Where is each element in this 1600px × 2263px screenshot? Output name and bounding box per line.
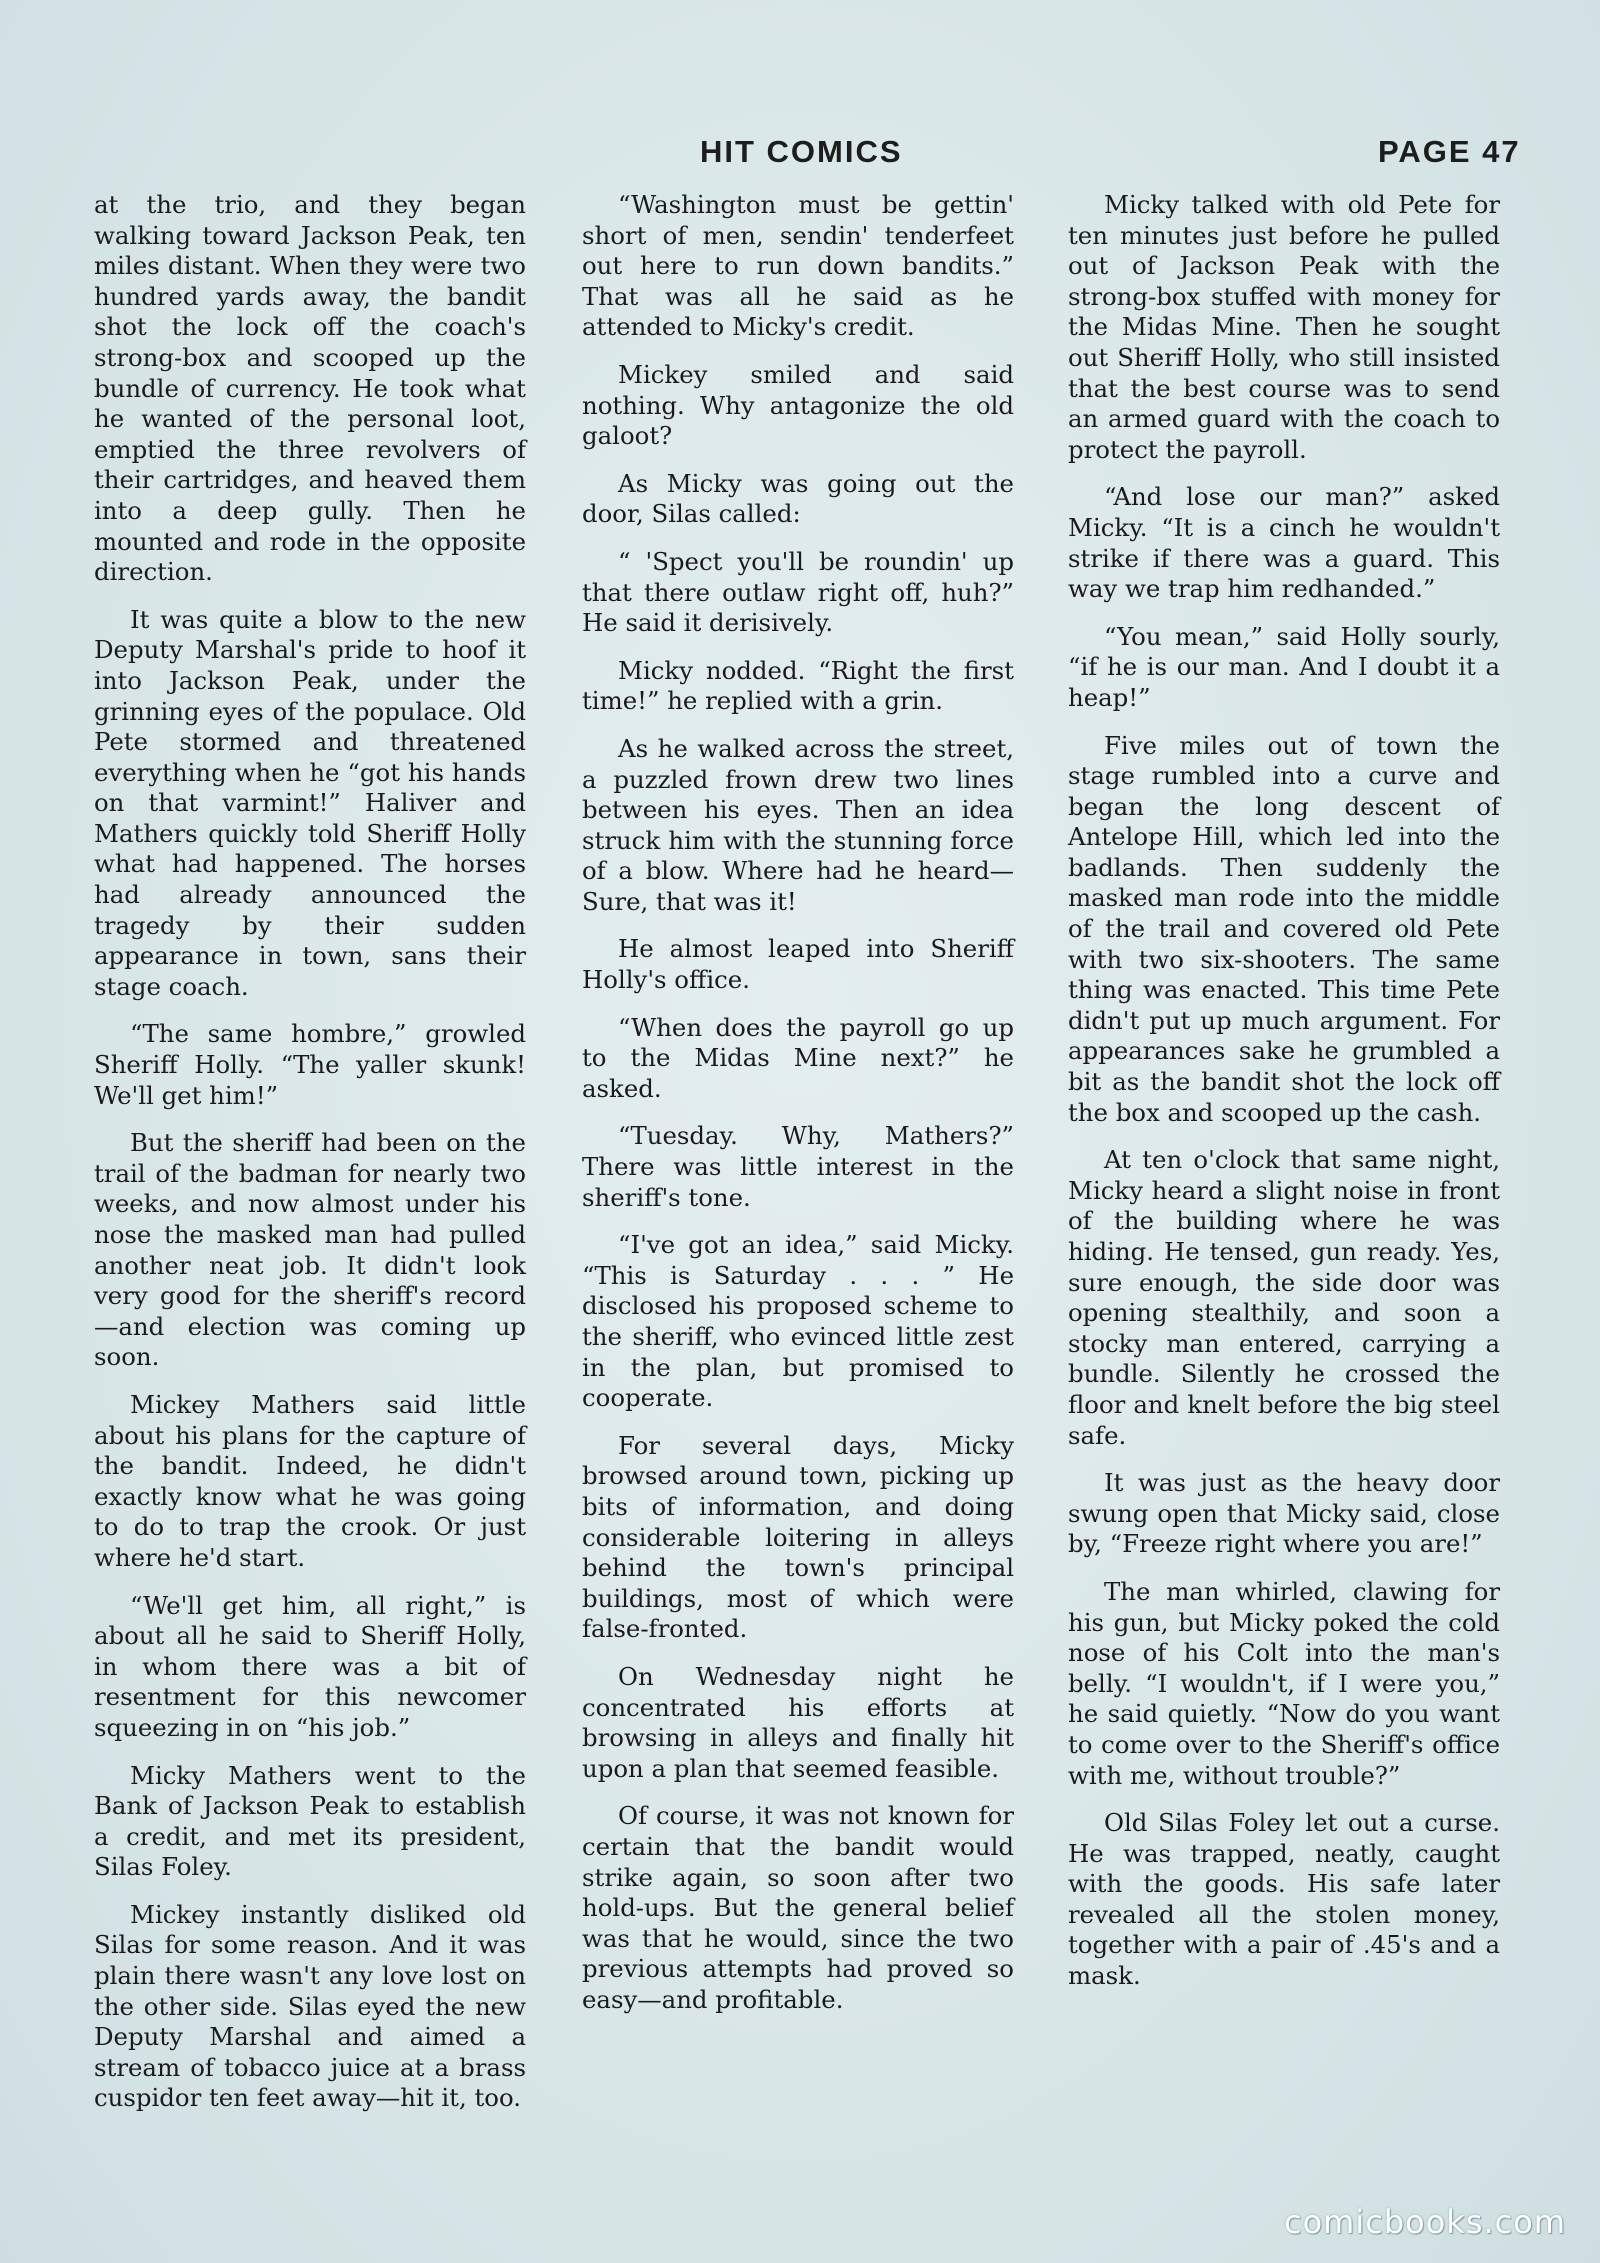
paragraph: “Tuesday. Why, Mathers?” There was little interest in the sheriff's tone. [582,1121,1014,1212]
paragraph: “I've got an idea,” said Micky. “This is Saturday . . . ” He disclosed his proposed scheme to the sheriff, who evinced little zest in the plan, but promised to cooperate. [582,1230,1014,1413]
text-column-3 [1068,190,1500,2009]
magazine-title: HIT COMICS [700,134,903,169]
paragraph: Of course, it was not known for certain that the bandit would strike again, so soon after two hold-ups. But the general belief was that he would, since the two previous attempts had proved so easy—and profitable. [582,1801,1014,2014]
page-number: PAGE 47 [1378,134,1521,169]
paragraph: But the sheriff had been on the trail of the badman for nearly two weeks, and now almost under his nose the masked man had pulled another neat job. It didn't look very good for the sheriff's record—and election was coming up soon. [94,1128,526,1372]
paragraph: at the trio, and they began walking toward Jackson Peak, ten miles distant. When they were two hundred yards away, the bandit shot the lock off the coach's strong-box and scooped up the bundle of currency. He took what he wanted of the personal loot, emptied the three revolvers of their cartridges, and heaved them into a deep gully. Then he mounted and rode in the opposite direction. [94,190,526,587]
paragraph: “The same hombre,” growled Sheriff Holly. “The yaller skunk! We'll get him!” [94,1019,526,1110]
paragraph: “We'll get him, all right,” is about all he said to Sheriff Holly, in whom there was a bit of resentment for this newcomer squeezing in on “his job.” [94,1590,526,1742]
paragraph: At ten o'clock that same night, Micky heard a slight noise in front of the building where he was hiding. He tensed, gun ready. Yes, sure enough, the side door was opening stealthily, and soon a stocky man entered, carrying a bundle. Silently he crossed the floor and knelt before the big steel safe. [1068,1145,1500,1450]
paragraph: The man whirled, clawing for his gun, but Micky poked the cold nose of his Colt into the man's belly. “I wouldn't, if I were you,” he said quietly. “Now do you want to come over to the Sheriff's office with me, without trouble?” [1068,1576,1500,1790]
paragraph: It was quite a blow to the new Deputy Marshal's pride to hoof it into Jackson Peak, under the grinning eyes of the populace. Old Pete stormed and threatened everything when he “got his hands on that varmint!” Haliver and Mathers quickly told Sheriff Holly what had happened. The horses had already announced the tragedy by their sudden appearance in town, sans their stage coach. [94,604,526,1001]
paragraph: For several days, Micky browsed around town, picking up bits of information, and doing considerable loitering in alleys behind the town's principal buildings, most of which were false-fronted. [582,1430,1014,1644]
paragraph: Micky Mathers went to the Bank of Jackson Peak to establish a credit, and met its president, Silas Foley. [94,1760,526,1882]
paragraph: Mickey Mathers said little about his plans for the capture of the bandit. Indeed, he didn't exactly know what he was going to do to trap the crook. Or just where he'd start. [94,1389,526,1572]
paragraph: Micky talked with old Pete for ten minutes just before he pulled out of Jackson Peak with the strong-box stuffed with money for the Midas Mine. Then he sought out Sheriff Holly, who still insisted that the best course was to send an armed guard with the coach to protect the payroll. [1068,190,1500,464]
paragraph: “Washington must be gettin' short of men, sendin' tenderfeet out here to run down bandits.” That was all he said as he attended to Micky's credit. [582,190,1014,342]
paragraph: Micky nodded. “Right the first time!” he replied with a grin. [582,655,1014,716]
paragraph: On Wednesday night he concentrated his efforts at browsing in alleys and finally hit upon a plan that seemed feasible. [582,1661,1014,1783]
paragraph: As Micky was going out the door, Silas called: [582,468,1014,529]
paragraph: Mickey smiled and said nothing. Why antagonize the old galoot? [582,359,1014,451]
paragraph: Mickey instantly disliked old Silas for some reason. And it was plain there wasn't any love lost on the other side. Silas eyed the new Deputy Marshal and aimed a stream of tobacco juice at a brass cuspidor ten feet away—hit it, too. [94,1899,526,2113]
text-column-1 [94,190,526,2131]
paragraph: As he walked across the street, a puzzled frown drew two lines between his eyes. Then an idea struck him with the stunning force of a blow. Where had he heard—Sure, that was it! [582,733,1014,916]
paragraph: It was just as the heavy door swung open that Micky said, close by, “Freeze right where you are!” [1068,1468,1500,1559]
text-column-2 [582,190,1014,2032]
paragraph: “When does the payroll go up to the Midas Mine next?” he asked. [582,1012,1014,1103]
paragraph: “You mean,” said Holly sourly, “if he is our man. And I doubt it a heap!” [1068,621,1500,712]
paragraph: He almost leaped into Sheriff Holly's office. [582,934,1014,995]
site-watermark: comicbooks.com [1283,2203,1566,2241]
paragraph: “And lose our man?” asked Micky. “It is a cinch he wouldn't strike if there was a guard. This way we trap him redhanded.” [1068,482,1500,604]
paragraph: “ 'Spect you'll be roundin' up that there outlaw right off, huh?” He said it derisively. [582,546,1014,638]
paragraph: Five miles out of town the stage rumbled into a curve and began the long descent of Antelope Hill, which led into the badlands. Then suddenly the masked man rode into the middle of the trail and covered old Pete with two six-shooters. The same thing was enacted. This time Pete didn't put up much argument. For appearances sake he grumbled a bit as the bandit shot the lock off the box and scooped up the cash. [1068,730,1500,1127]
paragraph: Old Silas Foley let out a curse. He was trapped, neatly, caught with the goods. His safe later revealed all the stolen money, together with a pair of .45's and a mask. [1068,1808,1500,1991]
